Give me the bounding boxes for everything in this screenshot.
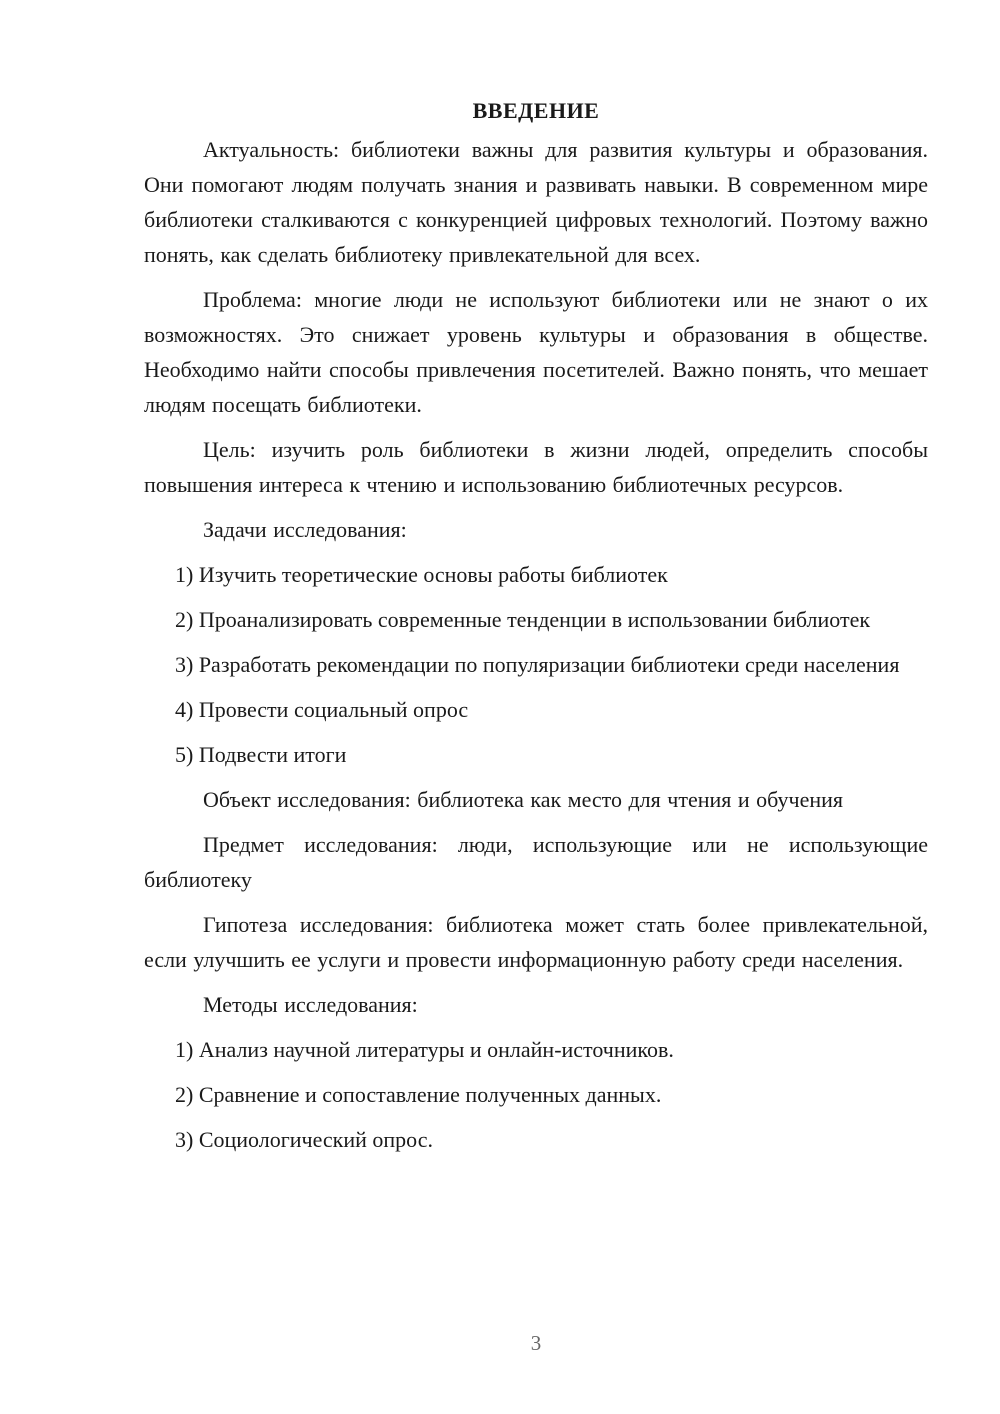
goal-paragraph: Цель: изучить роль библиотеки в жизни людей, определить способы повышения интереса к чтению и использованию библиотечных ресурсов. [144,437,928,497]
methods-heading: Методы исследования: [203,992,418,1017]
problem-paragraph: Проблема: многие люди не используют библиотеки или не знают о их возможностях. Это снижает уровень культуры и образования в обществе. Необходимо найти способы привлечения посетителей. Важно понять, что мешает людям посещать библиотеки. [144,287,928,417]
tasks-heading: Задачи исследования: [203,517,407,542]
object-paragraph: Объект исследования: библиотека как место для чтения и обучения [203,787,844,812]
page-title: ВВЕДЕНИЕ [472,98,600,123]
method-item: 1) Анализ научной литературы и онлайн-источников. [175,1037,674,1062]
method-item: 3) Социологический опрос. [175,1127,433,1152]
hypothesis-paragraph: Гипотеза исследования: библиотека может стать более привлекательной, если улучшить ее услуги и провести информационную работу среди населения. [144,912,928,972]
task-item: 1) Изучить теоретические основы работы библиотек [175,562,668,587]
task-item: 5) Подвести итоги [175,742,347,767]
document-page [144,96,928,1167]
subject-paragraph: Предмет исследования: люди, использующие или не использующие библиотеку [144,832,928,892]
task-item: 4) Провести социальный опрос [175,697,469,722]
relevance-paragraph: Актуальность: библиотеки важны для развития культуры и образования. Они помогают людям получать знания и развивать навыки. В современном мире библиотеки сталкиваются с конкуренцией цифровых технологий. Поэтому важно понять, как сделать библиотеку привлекательной для всех. [144,137,928,267]
method-item: 2) Сравнение и сопоставление полученных данных. [175,1082,662,1107]
task-item: 3) Разработать рекомендации по популяризации библиотеки среди населения [175,652,900,677]
page-number: 3 [530,1331,542,1355]
task-item: 2) Проанализировать современные тенденции в использовании библиотек [175,607,871,632]
